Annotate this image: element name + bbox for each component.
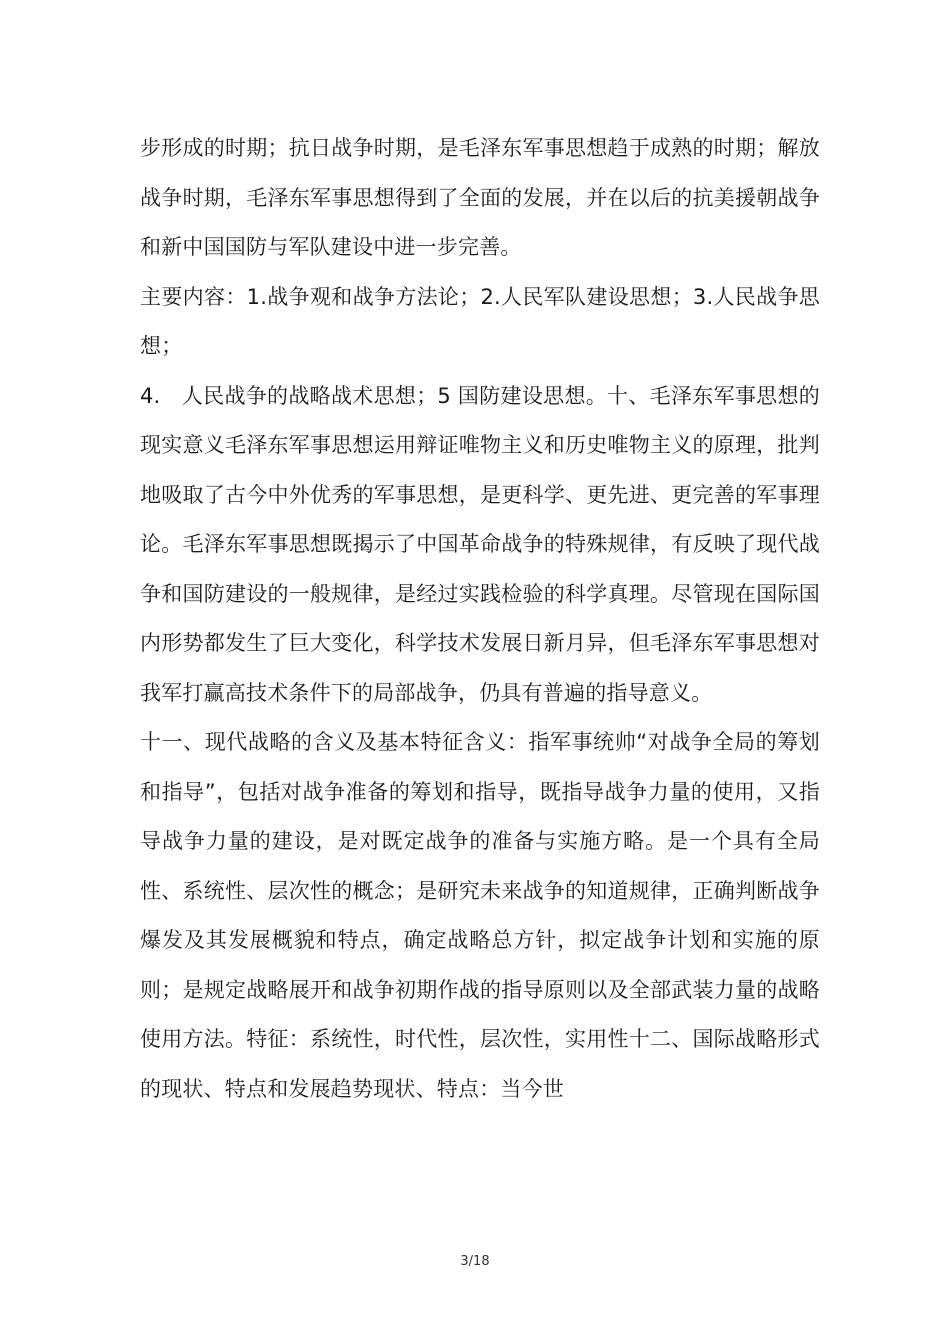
document-body [140, 124, 820, 1114]
paragraph-modern-strategy: 十一、现代战略的含义及基本特征含义：指军事统帅“对战争全局的筹划和指导”，包括对战争准备的筹划和指导，既指导战争力量的使用，又指导战争力量的建设，是对既定战争的准备与实施方略。是一个具有全局性、系统性、层次性的概念；是研究未来战争的知道规律，正确判断战争爆发及其发展概貌和特点，确定战略总方针，拟定战争计划和实施的原则；是规定战略展开和战争初期作战的指导原则以及全部武装力量的战略使用方法。特征：系统性，时代性，层次性，实用性十二、国际战略形式的现状、特点和发展趋势现状、特点：当今世 [140, 730, 820, 1101]
paragraph-main-contents: 主要内容：1.战争观和战争方法论；2.人民军队建设思想；3.人民战争思想； [140, 284, 820, 358]
page-number: 3/18 [460, 1254, 490, 1269]
paragraph-practical-significance: 4. 人民战争的战略战术思想；5 国防建设思想。十、毛泽东军事思想的现实意义毛泽东军事思想运用辩证唯物主义和历史唯物主义的原理，批判地吸取了古今中外优秀的军事思想，是更科学、更先进、更完善的军事理论。毛泽东军事思想既揭示了中国革命战争的特殊规律，有反映了现代战争和国防建设的一般规律，是经过实践检验的科学真理。尽管现在国际国内形势都发生了巨大变化，科学技术发展日新月异，但毛泽东军事思想对我军打赢高技术条件下的局部战争，仍具有普遍的指导意义。 [140, 383, 820, 705]
paragraph-military-thought-stages: 步形成的时期；抗日战争时期，是毛泽东军事思想趋于成熟的时期；解放战争时期，毛泽东军事思想得到了全面的发展，并在以后的抗美援朝战争和新中国国防与军队建设中进一步完善。 [140, 136, 820, 259]
